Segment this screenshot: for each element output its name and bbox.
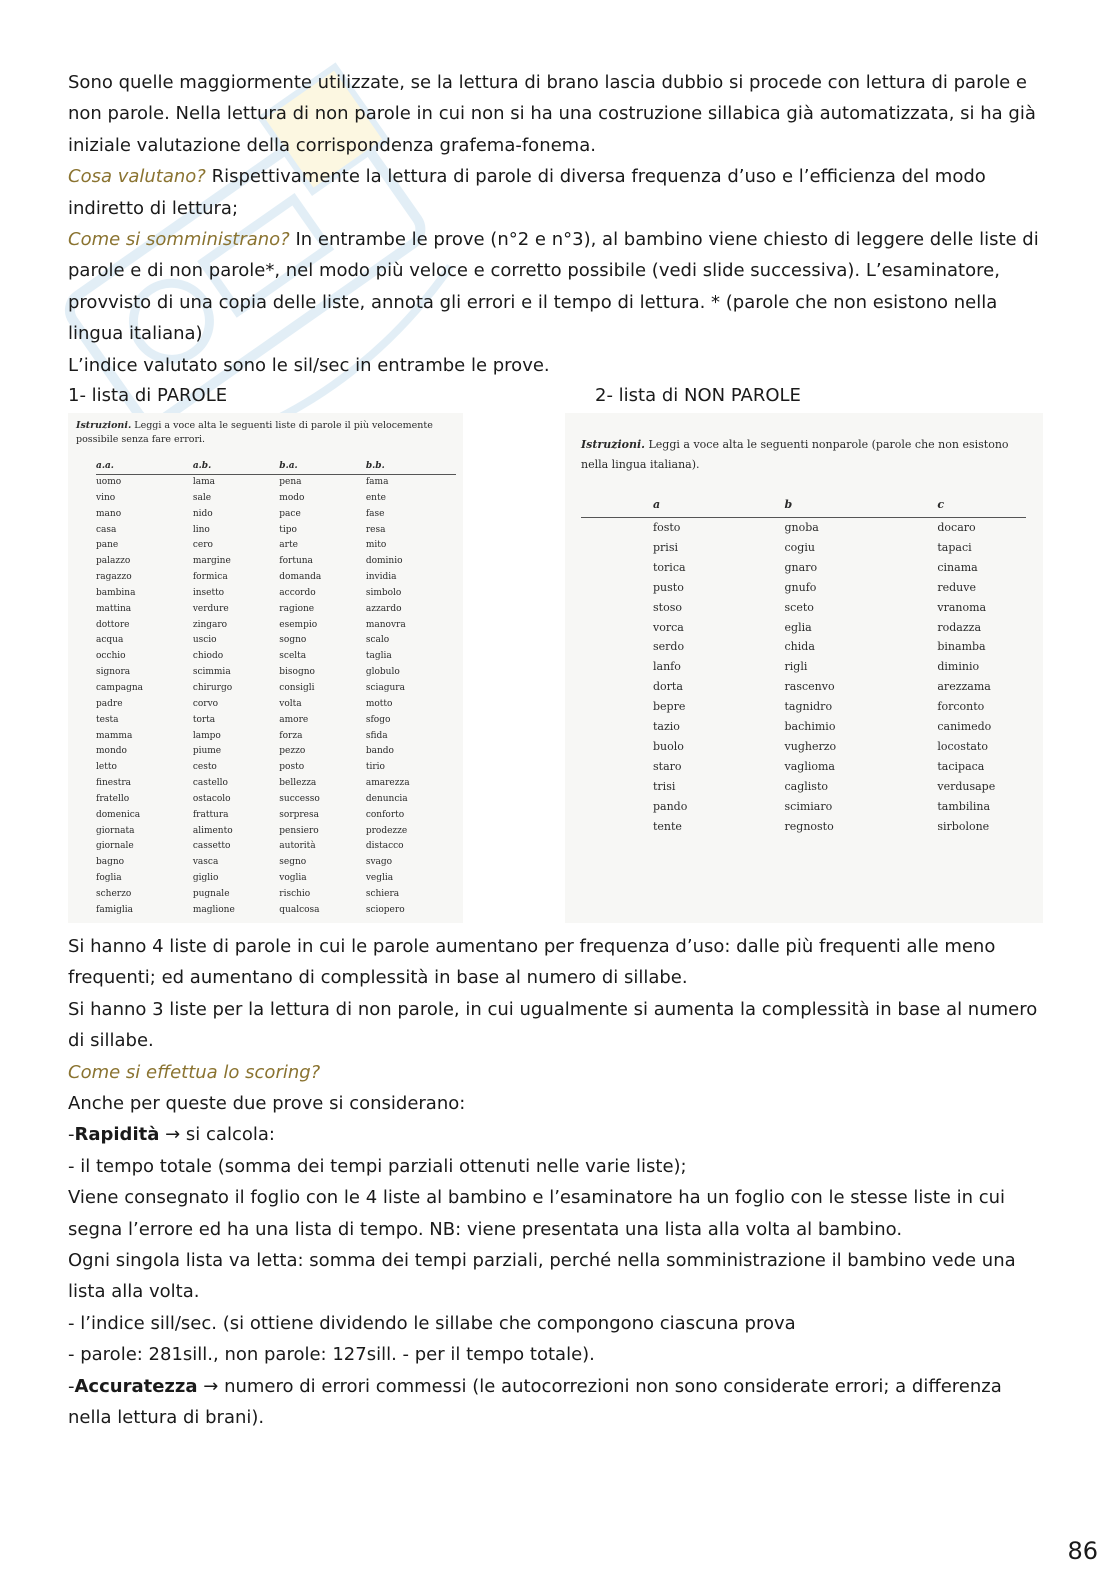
nonword-cell: buolo xyxy=(653,739,684,753)
accuracy-line-2: nella lettura di brani). xyxy=(68,1407,265,1429)
word-table-row xyxy=(96,554,456,570)
word-cell: voglia xyxy=(279,873,307,884)
word-cell: distacco xyxy=(365,841,404,852)
word-cell: sorpresa xyxy=(279,809,319,820)
word-cell: corvo xyxy=(192,698,219,709)
word-cell: maglione xyxy=(192,904,235,915)
word-cell: palazzo xyxy=(96,556,131,567)
word-cell: resa xyxy=(365,524,386,535)
word-cell: giornata xyxy=(96,825,135,836)
word-table-row xyxy=(96,713,456,729)
word-list-table xyxy=(96,459,456,919)
nonword-table-row xyxy=(581,677,1026,697)
word-list-heading: 1- lista di PAROLE xyxy=(68,385,228,406)
word-cell: dominio xyxy=(365,556,403,567)
lists-line-4: di sillabe. xyxy=(68,1030,154,1052)
word-cell: ostacolo xyxy=(192,793,231,804)
word-list-scan xyxy=(68,413,463,923)
nonword-cell: docaro xyxy=(937,521,976,534)
nonword-cell: rodazza xyxy=(937,620,982,634)
nonword-cell: vranoma xyxy=(937,600,987,614)
nonword-table-row xyxy=(581,578,1026,598)
word-cell: scimmia xyxy=(192,667,231,678)
word-table-row xyxy=(96,665,456,681)
word-cell: pane xyxy=(96,540,119,551)
nonword-cell: pando xyxy=(653,799,688,813)
nonword-cell: fosto xyxy=(653,521,681,534)
word-table-row xyxy=(96,729,456,745)
word-cell: consigli xyxy=(279,682,315,693)
word-cell: sfida xyxy=(365,730,388,741)
nonword-cell: prisi xyxy=(653,540,678,554)
scoring-text xyxy=(68,931,1043,1434)
accuracy-line: -Accuratezza → numero di errori commessi (le autocorrezioni non sono considerate errori; a differenza xyxy=(68,1375,1002,1397)
word-cell: mito xyxy=(365,540,387,551)
nonword-table-row xyxy=(581,817,1026,837)
nonword-cell: sirbolone xyxy=(937,819,990,833)
nonword-cell: sceto xyxy=(784,600,814,614)
nonword-cell: forconto xyxy=(937,700,985,714)
word-cell: qualcosa xyxy=(279,904,320,915)
word-table-row xyxy=(96,491,456,507)
word-cell: ragazzo xyxy=(96,572,132,583)
word-column-header: a.a. xyxy=(96,459,193,475)
nonword-cell: vorca xyxy=(653,620,684,634)
word-list-instr-label: Istruzioni. xyxy=(76,420,132,431)
word-cell: zingaro xyxy=(192,619,228,630)
word-cell: modo xyxy=(279,492,305,503)
word-cell: azzardo xyxy=(365,603,402,614)
accuracy-text: numero di errori commessi (le autocorrezioni non sono considerate errori; a differenza xyxy=(218,1375,1002,1397)
nonword-cell: arezzama xyxy=(937,680,991,694)
intro-text xyxy=(68,67,1043,381)
word-cell: finestra xyxy=(96,778,132,789)
rapidity-line: -Rapidità → si calcola: xyxy=(68,1124,275,1146)
word-cell: piume xyxy=(192,746,222,757)
word-table-row xyxy=(96,649,456,665)
word-cell: sciopero xyxy=(365,904,405,915)
word-table-row xyxy=(96,871,456,887)
nonword-column-header: a xyxy=(581,498,713,518)
nonword-cell: canimedo xyxy=(937,720,992,734)
word-table-row xyxy=(96,792,456,808)
word-table-row xyxy=(96,633,456,649)
word-cell: successo xyxy=(279,793,320,804)
word-cell: sogno xyxy=(279,635,307,646)
word-cell: alimento xyxy=(192,825,233,836)
word-cell: occhio xyxy=(96,651,126,662)
word-cell: verdure xyxy=(192,603,229,614)
word-cell: denuncia xyxy=(365,793,408,804)
word-table-row xyxy=(96,602,456,618)
word-column-header: a.b. xyxy=(193,459,279,475)
word-cell: pace xyxy=(279,508,301,519)
word-cell: cesto xyxy=(192,762,217,773)
nonword-cell: bepre xyxy=(653,700,686,714)
question-how-administered: Come si somministrano? xyxy=(68,229,290,251)
word-cell: bagno xyxy=(96,857,125,868)
word-cell: castello xyxy=(192,778,228,789)
index-note: L’indice valutato sono le sil/sec in entrambe le prove. xyxy=(68,354,550,376)
nonword-cell: gnaro xyxy=(784,560,818,574)
nonword-cell: trisi xyxy=(653,779,676,793)
nonword-cell: regnosto xyxy=(784,819,834,833)
lists-line-1: Si hanno 4 liste di parole in cui le parole aumentano per frequenza d’uso: dalle più frequenti alle meno xyxy=(68,936,996,957)
nonword-cell: cogiu xyxy=(784,540,815,554)
word-table-row xyxy=(96,776,456,792)
word-cell: bando xyxy=(365,746,394,757)
word-cell: ragione xyxy=(279,603,315,614)
accuracy-label: Accuratezza xyxy=(74,1375,198,1397)
word-cell: lino xyxy=(192,524,210,535)
nonword-table-row xyxy=(581,518,1026,538)
word-cell: acqua xyxy=(96,635,124,646)
nonword-cell: scimiaro xyxy=(784,799,833,813)
nonword-cell: serdo xyxy=(653,640,685,654)
word-cell: tipo xyxy=(279,524,297,535)
nonword-list-table xyxy=(581,498,1026,837)
word-cell: torta xyxy=(192,714,216,725)
word-column-header: b.a. xyxy=(279,459,366,475)
rapidity-text: si calcola: xyxy=(180,1124,275,1146)
word-table-row xyxy=(96,903,456,919)
nonword-cell: eglia xyxy=(784,620,812,634)
scoring-line-5: lista alla volta. xyxy=(68,1281,200,1303)
word-cell: accordo xyxy=(279,587,316,598)
word-table-row xyxy=(96,697,456,713)
word-cell: fortuna xyxy=(279,556,313,567)
word-list-instructions xyxy=(76,419,456,447)
nonword-cell: gnufo xyxy=(784,580,817,594)
nonword-list-scan xyxy=(565,413,1043,923)
word-cell: svago xyxy=(365,857,393,868)
how-administered xyxy=(68,224,1043,350)
scoring-line-2: Viene consegnato il foglio con le 4 liste al bambino e l’esaminatore ha un foglio con le stesse liste in cui xyxy=(68,1187,1006,1209)
list-headings xyxy=(68,380,1043,412)
word-cell: bisogno xyxy=(279,667,315,678)
what-evaluated xyxy=(68,161,1043,224)
nonword-cell: diminio xyxy=(937,660,980,674)
arrow-right-icon: → xyxy=(165,1124,181,1146)
word-cell: scherzo xyxy=(96,888,132,899)
word-cell: rischio xyxy=(279,888,311,899)
word-cell: famiglia xyxy=(96,904,133,915)
nonword-cell: tagnidro xyxy=(784,700,833,714)
word-cell: mano xyxy=(96,508,122,519)
nonword-cell: tazio xyxy=(653,720,680,734)
nonword-cell: gnoba xyxy=(784,521,819,534)
word-cell: signora xyxy=(96,667,131,678)
nonword-table-row xyxy=(581,777,1026,797)
word-cell: arte xyxy=(279,540,298,551)
word-cell: chirurgo xyxy=(192,682,233,693)
word-cell: giornale xyxy=(96,841,134,852)
word-cell: volta xyxy=(279,698,302,709)
word-cell: ente xyxy=(365,492,386,503)
word-cell: globulo xyxy=(365,667,400,678)
nonword-cell: tambilina xyxy=(937,799,991,813)
word-cell: formica xyxy=(192,572,228,583)
word-cell: mattina xyxy=(96,603,132,614)
word-cell: foglia xyxy=(96,873,122,884)
nonword-cell: rigli xyxy=(784,660,808,674)
nonword-cell: lanfo xyxy=(653,660,681,674)
nonword-table-row xyxy=(581,797,1026,817)
word-list-instr-text: Leggi a voce alta le seguenti liste di parole il più velocemente possibile senza fare errori. xyxy=(76,420,433,445)
scoring-line-4: Ogni singola lista va letta: somma dei tempi parziali, perché nella somministrazione il bambino vede una xyxy=(68,1250,1016,1272)
nonword-table-row xyxy=(581,598,1026,618)
word-cell: cero xyxy=(192,540,213,551)
word-cell: uscio xyxy=(192,635,217,646)
word-cell: vino xyxy=(96,492,116,503)
word-cell: mondo xyxy=(96,746,127,757)
word-table-row xyxy=(96,475,456,491)
word-table-row xyxy=(96,887,456,903)
nonword-cell: caglisto xyxy=(784,779,828,793)
word-table-row xyxy=(96,586,456,602)
word-cell: fase xyxy=(365,508,385,519)
word-cell: fama xyxy=(365,477,389,487)
word-cell: veglia xyxy=(365,873,394,884)
scoring-line-1: - il tempo totale (somma dei tempi parziali ottenuti nelle varie liste); xyxy=(68,1155,687,1177)
nonword-cell: binamba xyxy=(937,640,986,654)
word-table-row xyxy=(96,538,456,554)
word-cell: lama xyxy=(192,477,215,487)
word-cell: testa xyxy=(96,714,119,725)
word-table-row xyxy=(96,824,456,840)
word-cell: tirio xyxy=(365,762,385,773)
nonword-cell: cinama xyxy=(937,560,978,574)
nonword-table-row xyxy=(581,538,1026,558)
word-cell: sfogo xyxy=(365,714,391,725)
word-table-row xyxy=(96,618,456,634)
answer-what-evaluated: Rispettivamente la lettura di parole di diversa frequenza d’uso e l’efficienza del modo indiretto di lettura; xyxy=(68,166,986,219)
word-cell: amarezza xyxy=(365,778,410,789)
word-cell: vasca xyxy=(192,857,219,868)
word-cell: pena xyxy=(279,477,302,487)
word-cell: pugnale xyxy=(192,888,230,899)
nonword-cell: staro xyxy=(653,759,682,773)
rapidity-label: Rapidità xyxy=(74,1124,160,1146)
word-table-row xyxy=(96,855,456,871)
word-cell: prodezze xyxy=(365,825,408,836)
word-cell: taglia xyxy=(365,651,392,662)
nonword-table-row xyxy=(581,558,1026,578)
nonword-cell: verdusape xyxy=(937,779,996,793)
nonword-cell: pusto xyxy=(653,580,684,594)
word-cell: domanda xyxy=(279,572,322,583)
word-table-row xyxy=(96,523,456,539)
word-cell: schiera xyxy=(365,888,400,899)
nonword-cell: tacipaca xyxy=(937,759,985,773)
word-cell: sale xyxy=(192,492,212,503)
word-cell: giglio xyxy=(192,873,219,884)
word-cell: dottore xyxy=(96,619,130,630)
word-cell: bellezza xyxy=(279,778,317,789)
word-cell: mamma xyxy=(96,730,133,741)
nonword-cell: dorta xyxy=(653,680,683,694)
nonword-column-header: b xyxy=(713,498,866,518)
nonword-cell: tapaci xyxy=(937,540,972,554)
nonword-table-row xyxy=(581,657,1026,677)
scoring-line-3: segna l’errore ed ha una lista di tempo. NB: viene presentata una lista alla volta al bambino. xyxy=(68,1218,903,1240)
nonword-table-row xyxy=(581,737,1026,757)
scoring-intro: Anche per queste due prove si considerano: xyxy=(68,1093,466,1115)
nonword-cell: stoso xyxy=(653,600,682,614)
word-table-row xyxy=(96,760,456,776)
word-cell: cassetto xyxy=(192,841,231,852)
word-cell: sciagura xyxy=(365,682,405,693)
intro-line-1: Sono quelle maggiormente utilizzate, se la lettura di brano lascia dubbio si procede con lettura di parole e xyxy=(68,72,1027,93)
word-cell: manovra xyxy=(365,619,406,630)
word-cell: frattura xyxy=(192,809,229,820)
nonword-cell: chida xyxy=(784,640,815,654)
word-cell: segno xyxy=(279,857,307,868)
word-table-row xyxy=(96,839,456,855)
word-cell: padre xyxy=(96,698,123,709)
nonword-column-header: c xyxy=(865,498,1026,518)
nonword-list-instr-text: Leggi a voce alta le seguenti nonparole (parole che non esistono nella lingua italiana). xyxy=(581,438,1009,471)
answer-how-administered: In entrambe le prove (n°2 e n°3), al bambino viene chiesto di leggere delle liste di parole e di non parole*, nel modo più veloce e corretto possibile (vedi slide successiva). L’esaminatore, provvisto di una copia delle liste, annota gli errori e il tempo di lettura. * (parole che non esistono nella lingua italiana) xyxy=(68,229,1039,345)
word-table-row xyxy=(96,681,456,697)
word-cell: chiodo xyxy=(192,651,224,662)
word-cell: autorità xyxy=(279,841,316,852)
word-cell: campagna xyxy=(96,682,143,693)
word-cell: simbolo xyxy=(365,587,402,598)
intro-line-3: iniziale valutazione della corrispondenza grafema-fonema. xyxy=(68,134,596,156)
nonword-cell: rascenvo xyxy=(784,680,835,694)
lists-line-2: frequenti; ed aumentano di complessità in base al numero di sillabe. xyxy=(68,967,688,989)
nonword-cell: tente xyxy=(653,819,682,833)
question-what-evaluated: Cosa valutano? xyxy=(68,166,206,188)
nonword-table-row xyxy=(581,717,1026,737)
word-cell: fratello xyxy=(96,793,130,804)
nonword-list-instr-label: Istruzioni. xyxy=(581,438,645,451)
nonword-table-row xyxy=(581,637,1026,657)
word-cell: letto xyxy=(96,762,117,773)
word-cell: nido xyxy=(192,508,213,519)
nonword-cell: vugherzo xyxy=(784,739,837,753)
page-number: 86 xyxy=(1067,1537,1098,1565)
word-table-row xyxy=(96,808,456,824)
word-cell: scelta xyxy=(279,651,307,662)
question-scoring: Come si effettua lo scoring? xyxy=(68,1061,321,1083)
word-cell: amore xyxy=(279,714,309,725)
word-cell: lampo xyxy=(192,730,221,741)
word-cell: uomo xyxy=(96,477,122,487)
word-cell: motto xyxy=(365,698,393,709)
word-table-row xyxy=(96,570,456,586)
nonword-table-row xyxy=(581,697,1026,717)
scoring-line-7: - parole: 281sill., non parole: 127sill. - per il tempo totale). xyxy=(68,1344,595,1366)
word-cell: pensiero xyxy=(279,825,319,836)
scoring-line-6: - l’indice sill/sec. (si ottiene dividendo le sillabe che compongono ciascuna prova xyxy=(68,1312,796,1334)
arrow-right-icon: → xyxy=(203,1375,219,1397)
word-table-row xyxy=(96,744,456,760)
word-column-header: b.b. xyxy=(366,459,456,475)
word-cell: insetto xyxy=(192,587,225,598)
nonword-table-row xyxy=(581,618,1026,638)
lists-line-3: Si hanno 3 liste per la lettura di non parole, in cui ugualmente si aumenta la complessità in base al numero xyxy=(68,998,1038,1020)
word-cell: pezzo xyxy=(279,746,306,757)
word-cell: posto xyxy=(279,762,305,773)
word-cell: scalo xyxy=(365,635,390,646)
nonword-list-heading: 2- lista di NON PAROLE xyxy=(595,385,801,406)
nonword-cell: bachimio xyxy=(784,720,836,734)
word-cell: bambina xyxy=(96,587,136,598)
nonword-list-instructions xyxy=(581,435,1036,475)
word-cell: casa xyxy=(96,524,117,535)
word-cell: invidia xyxy=(365,572,397,583)
word-cell: forza xyxy=(279,730,303,741)
nonword-cell: reduve xyxy=(937,580,976,594)
nonword-cell: locostato xyxy=(937,739,988,753)
nonword-table-row xyxy=(581,757,1026,777)
word-cell: domenica xyxy=(96,809,141,820)
intro-line-2: non parole. Nella lettura di non parole in cui non si ha una costruzione sillabica già automatizzata, si ha già xyxy=(68,103,1036,125)
nonword-cell: torica xyxy=(653,560,686,574)
word-cell: margine xyxy=(192,556,231,567)
word-cell: conforto xyxy=(365,809,405,820)
word-table-row xyxy=(96,507,456,523)
nonword-cell: vaglioma xyxy=(784,759,835,773)
word-cell: esempio xyxy=(279,619,318,630)
